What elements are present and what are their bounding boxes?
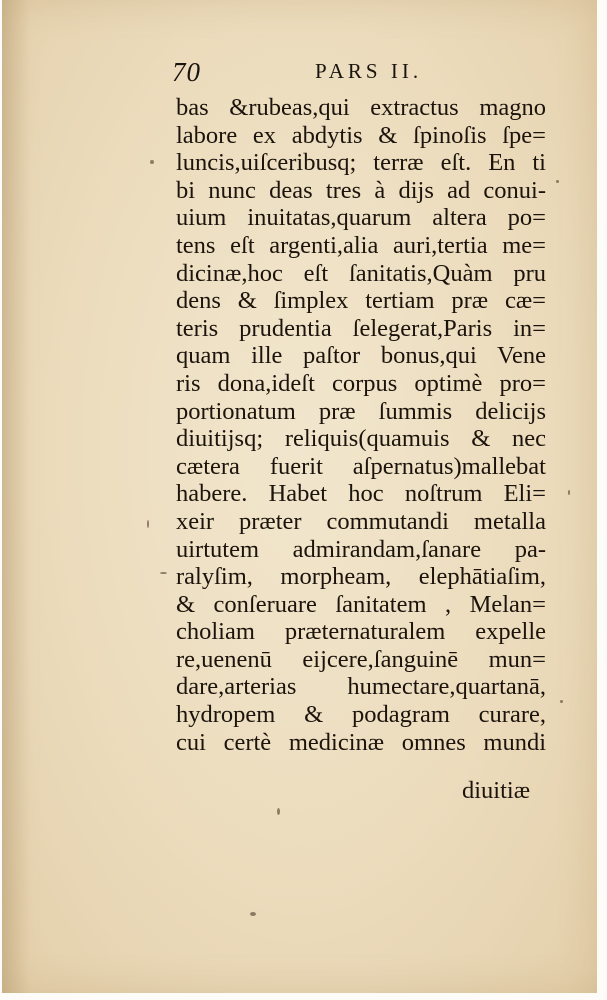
text-line: re,uenenū eijcere,ſanguinē mun=: [176, 645, 546, 673]
page-gutter-shadow: [2, 0, 30, 993]
text-line: cui certè medicinæ omnes mundi: [176, 728, 546, 756]
text-line: bi nunc deas tres à dijs ad conui-: [176, 176, 546, 204]
ink-speck: [250, 912, 256, 916]
text-line: teris prudentia ſelegerat,Paris in=: [176, 314, 546, 342]
text-line: uirtutem admirandam,ſanare pa-: [176, 535, 546, 563]
body-text: [176, 94, 546, 756]
ink-speck: [150, 160, 154, 164]
text-line: uium inuitatas,quarum altera po=: [176, 204, 546, 232]
ink-speck: [160, 572, 167, 574]
ink-speck: [560, 700, 563, 703]
catchword: diuitiæ: [462, 777, 531, 804]
ink-speck: [277, 808, 280, 815]
text-line: choliam præternaturalem expelle: [176, 618, 546, 646]
text-line: hydropem & podagram curare,: [176, 701, 546, 729]
text-line: cætera fuerit aſpernatus)mallebat: [176, 452, 546, 480]
text-line: diuitijsq; reliquis(quamuis & nec: [176, 425, 546, 453]
ink-speck: [147, 520, 149, 528]
text-line: labore ex abdytis & ſpinoſis ſpe=: [176, 121, 546, 149]
ink-speck: [568, 490, 570, 495]
text-line: luncis,uiſceribusq; terræ eſt. En ti: [176, 149, 546, 177]
text-line: & conſeruare ſanitatem , Melan=: [176, 590, 546, 618]
text-line: quam ille paſtor bonus,qui Vene: [176, 342, 546, 370]
page-header: [168, 57, 548, 91]
text-line: xeir præter commutandi metalla: [176, 507, 546, 535]
page-number: 70: [172, 57, 201, 87]
text-line: dare,arterias humectare,quartanā,: [176, 673, 546, 701]
text-line: ralyſim, morpheam, elephātiaſim,: [176, 563, 546, 591]
text-line: habere. Habet hoc noſtrum Eli=: [176, 480, 546, 508]
text-line: dicinæ,hoc eſt ſanitatis,Quàm pru: [176, 259, 546, 287]
text-line: tens eſt argenti,alia auri,tertia me=: [176, 231, 546, 259]
text-line: ris dona,ideſt corpus optimè pro=: [176, 369, 546, 397]
text-line: portionatum præ ſummis delicijs: [176, 397, 546, 425]
running-head: PARS II.: [315, 59, 423, 83]
ink-speck: [556, 180, 559, 183]
text-line: bas &rubeas,qui extractus magno: [176, 94, 546, 121]
text-line: dens & ſimplex tertiam præ cæ=: [176, 287, 546, 315]
